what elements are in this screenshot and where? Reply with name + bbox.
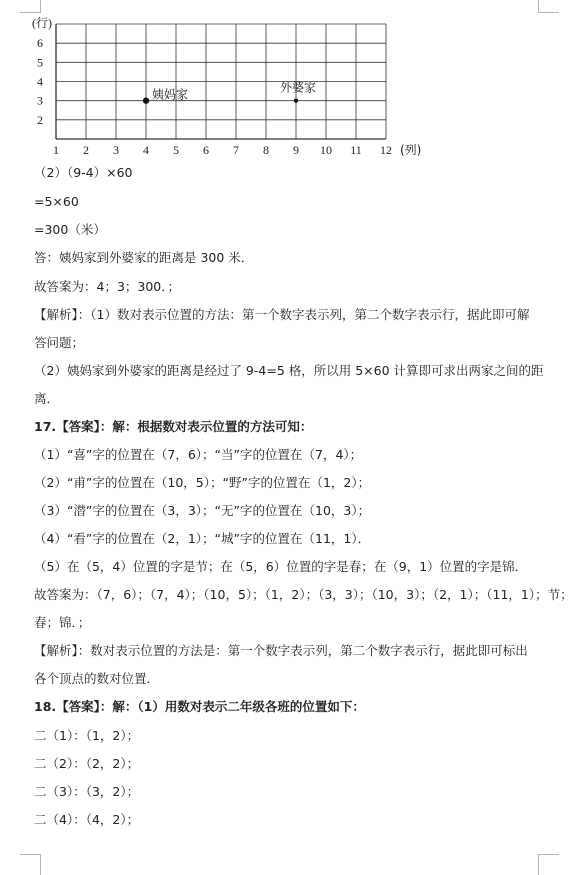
y-tick-label: 2 bbox=[37, 112, 43, 127]
analysis-line: 各个顶点的数对位置． bbox=[34, 671, 160, 686]
page-corner-mark bbox=[20, 854, 41, 875]
answer-item: （3）“潜”字的位置在（3，3）；“无”字的位置在（10，3）； bbox=[34, 503, 371, 518]
analysis-line: 【解析】：（1）数对表示位置的方法：第一个数字表示列，第二个数字表示行，据此即可解 bbox=[34, 307, 530, 322]
answer-line: 答：姨妈家到外婆家的距离是 300 米． bbox=[34, 250, 254, 265]
grid-lines bbox=[56, 24, 386, 139]
y-tick-label: 4 bbox=[37, 74, 43, 89]
question-17-answer-heading: 17.【答案】：解：根据数对表示位置的方法可知： bbox=[34, 419, 313, 434]
x-tick-label: 4 bbox=[143, 143, 149, 157]
page-corner-mark bbox=[538, 0, 559, 13]
answer-item: 二（1）：（1，2）； bbox=[34, 728, 140, 743]
analysis-line: 离． bbox=[34, 391, 60, 406]
x-tick-label: 10 bbox=[320, 143, 332, 157]
x-tick-label: 3 bbox=[113, 143, 119, 157]
x-tick-label: 7 bbox=[233, 143, 239, 157]
x-tick-label: 8 bbox=[263, 143, 269, 157]
text-line: （2）（9-4）×60 bbox=[34, 165, 133, 180]
answer-summary: 故答案为：（7，6）；（7，4）；（10，5）；（1，2）；（3，3）；（10，3）；（2，1）；（11，1）；节； bbox=[34, 587, 573, 602]
x-tick-label: 1 bbox=[53, 143, 59, 157]
x-tick-label: 9 bbox=[293, 143, 299, 157]
grid-point bbox=[294, 98, 298, 102]
answer-item: （1）“喜”字的位置在（7，6）；“当”字的位置在（7，4）； bbox=[34, 447, 363, 462]
answer-summary: 春；锦．； bbox=[34, 615, 91, 630]
y-tick-label: 6 bbox=[37, 36, 43, 51]
x-tick-label: 2 bbox=[83, 143, 89, 157]
answer-item: （2）“甫”字的位置在（10，5）；“野”字的位置在（1，2）； bbox=[34, 475, 371, 490]
x-tick-labels bbox=[53, 143, 392, 157]
answer-summary: 故答案为：4；3；300．； bbox=[34, 279, 181, 294]
grid-point-label: 姨妈家 bbox=[152, 87, 189, 102]
x-tick-label: 11 bbox=[350, 143, 362, 157]
answer-item: 二（4）：（4，2）； bbox=[34, 812, 140, 827]
text-line: =300（米） bbox=[34, 222, 106, 237]
grid-point bbox=[143, 97, 149, 103]
question-18-answer-heading: 18.【答案】：解：（1）用数对表示二年级各班的位置如下： bbox=[34, 699, 365, 714]
answer-item: （5）在（5，4）位置的字是节；在（5，6）位置的字是春；在（9，1）位置的字是锦． bbox=[34, 559, 528, 574]
answer-item: 二（2）：（2，2）； bbox=[34, 756, 140, 771]
coordinate-grid bbox=[28, 12, 448, 162]
text-line: =5×60 bbox=[34, 194, 79, 209]
answer-item: 二（3）：（3，2）； bbox=[34, 784, 140, 799]
y-tick-label: 3 bbox=[37, 93, 43, 108]
y-axis-unit: (行) bbox=[32, 16, 52, 30]
analysis-line: 【解析】：数对表示位置的方法是：第一个数字表示列，第二个数字表示行，据此即可标出 bbox=[34, 643, 528, 658]
x-tick-label: 5 bbox=[173, 143, 179, 157]
grid-points bbox=[143, 80, 316, 104]
page-corner-mark bbox=[538, 854, 559, 875]
x-axis-unit: (列) bbox=[400, 143, 422, 157]
answer-item: （4）“看”字的位置在（2，1）；“城”字的位置在（11，1）． bbox=[34, 531, 371, 546]
grid-point-label: 外婆家 bbox=[280, 80, 317, 95]
y-tick-label: 5 bbox=[37, 55, 43, 70]
x-tick-label: 6 bbox=[203, 143, 209, 157]
x-tick-label: 12 bbox=[380, 143, 392, 157]
analysis-line: 答问题； bbox=[34, 335, 85, 350]
analysis-line: （2）姨妈家到外婆家的距离是经过了 9-4=5 格，所以用 5×60 计算即可求出两家之间的距 bbox=[34, 363, 544, 378]
y-tick-labels bbox=[37, 36, 43, 127]
